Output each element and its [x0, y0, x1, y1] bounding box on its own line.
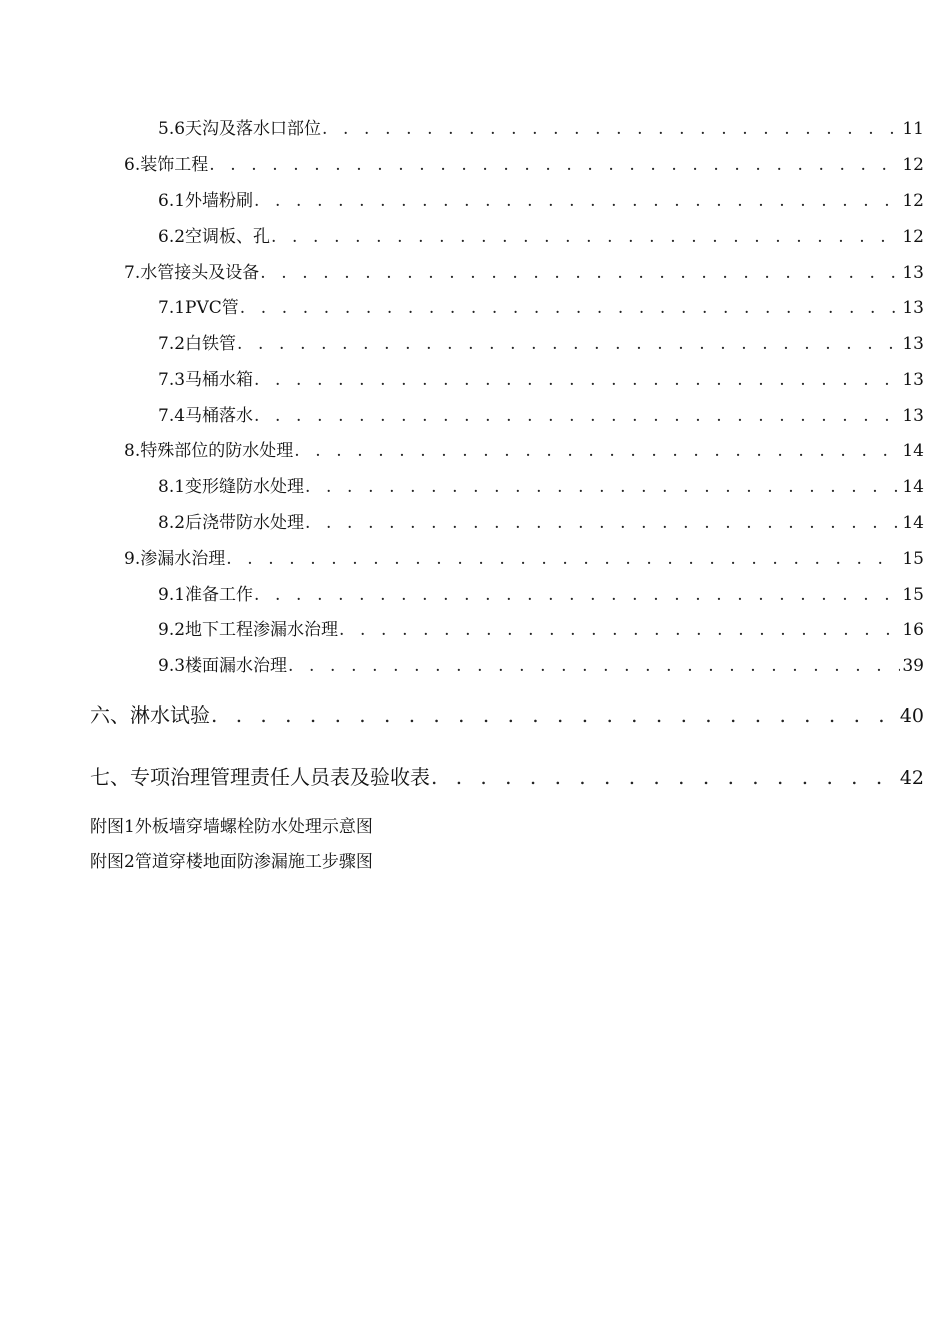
toc-page: 13: [902, 406, 924, 426]
toc-page: 15: [902, 585, 924, 605]
toc-title: 后浇带防水处理: [185, 513, 305, 533]
toc-title: 空调板、孔: [185, 227, 271, 247]
toc-entry[interactable]: [158, 622, 924, 639]
toc-number: 7.1: [158, 298, 186, 318]
dot-leader: [254, 372, 900, 389]
toc-title: 地下工程渗漏水治理: [185, 620, 339, 640]
toc-number: 六、: [90, 703, 130, 727]
toc-title: 马桶水箱: [185, 370, 254, 390]
toc-number: 9.3: [158, 656, 186, 676]
toc-title: 准备工作: [185, 585, 254, 605]
toc-title: PVC管: [185, 298, 239, 318]
toc-title: 专项治理管理责任人员表及验收表: [130, 765, 430, 789]
toc-page: 16: [902, 620, 924, 640]
toc-entry[interactable]: [90, 705, 924, 726]
toc-entry[interactable]: [158, 229, 924, 246]
dot-leader: [339, 622, 900, 639]
toc-page: 13: [902, 370, 924, 390]
toc-entry[interactable]: [158, 658, 924, 675]
toc-entry[interactable]: [124, 551, 924, 568]
toc-number: 6.1: [158, 191, 186, 211]
toc-entry[interactable]: [124, 265, 924, 282]
dot-leader: [431, 767, 898, 787]
toc-number: 7.2: [158, 334, 186, 354]
toc-entry[interactable]: [158, 587, 924, 604]
toc-page: 13: [902, 263, 924, 283]
dot-leader: [254, 408, 900, 425]
toc-page: 12: [902, 191, 924, 211]
toc-entry[interactable]: [158, 515, 924, 532]
toc-page: 11: [902, 119, 924, 139]
toc-entry[interactable]: [90, 767, 924, 788]
toc-number: 8.: [124, 441, 141, 461]
appendix-figure-1[interactable]: 附图1外板墙穿墙螺栓防水处理示意图: [90, 817, 373, 837]
toc-entry[interactable]: [158, 193, 924, 210]
toc-entry[interactable]: [158, 336, 924, 353]
toc-title: 白铁管: [185, 334, 237, 354]
toc-title: 渗漏水治理: [140, 549, 226, 569]
toc-page: 42: [899, 767, 924, 789]
toc-entry[interactable]: [158, 372, 924, 389]
dot-leader: [322, 121, 900, 138]
toc-title: 天沟及落水口部位: [185, 119, 322, 139]
dot-leader: [288, 658, 900, 675]
toc-number: 9.2: [158, 620, 186, 640]
dot-leader: [305, 515, 900, 532]
dot-leader: [294, 443, 900, 460]
toc-entry[interactable]: [158, 479, 924, 496]
toc-number: 6.2: [158, 227, 186, 247]
dot-leader: [237, 336, 900, 353]
toc-page: 12: [902, 155, 924, 175]
toc-entry[interactable]: [158, 300, 924, 317]
toc-number: 7.4: [158, 406, 186, 426]
dot-leader: [211, 705, 898, 725]
toc-number: 7.3: [158, 370, 186, 390]
toc-title: 楼面漏水治理: [185, 656, 288, 676]
toc-title: 变形缝防水处理: [185, 477, 305, 497]
toc-page: 14: [902, 477, 924, 497]
dot-leader: [254, 587, 900, 604]
toc-page: 40: [899, 705, 924, 727]
toc-number: 9.1: [158, 585, 186, 605]
toc-title: 水管接头及设备: [140, 263, 260, 283]
dot-leader: [271, 229, 900, 246]
dot-leader: [260, 265, 900, 282]
toc-title: 淋水试验: [130, 703, 210, 727]
appendix-figure-2[interactable]: 附图2管道穿楼地面防渗漏施工步骤图: [90, 852, 373, 872]
dot-leader: [240, 300, 901, 317]
toc-page: 39: [902, 656, 924, 676]
toc-page: 14: [902, 513, 924, 533]
dot-leader: [254, 193, 900, 210]
toc-number: 8.2: [158, 513, 186, 533]
toc-page: 13: [902, 298, 924, 318]
toc-entry[interactable]: [158, 121, 924, 138]
dot-leader: [209, 157, 900, 174]
toc-number: 8.1: [158, 477, 186, 497]
dot-leader: [226, 551, 900, 568]
toc-page: 12: [902, 227, 924, 247]
toc-title: 马桶落水: [185, 406, 254, 426]
toc-entry[interactable]: [158, 408, 924, 425]
toc-title: 外墙粉刷: [185, 191, 254, 211]
toc-title: 装饰工程: [140, 155, 209, 175]
toc-number: 7.: [124, 263, 141, 283]
toc-number: 七、: [90, 765, 130, 789]
toc-title: 特殊部位的防水处理: [140, 441, 294, 461]
toc-page: 13: [902, 334, 924, 354]
toc-page: 14: [902, 441, 924, 461]
dot-leader: [305, 479, 900, 496]
toc-number: 6.: [124, 155, 141, 175]
toc-entry[interactable]: [124, 157, 924, 174]
toc-page: 15: [902, 549, 924, 569]
toc-number: 5.6: [158, 119, 186, 139]
toc-number: 9.: [124, 549, 141, 569]
toc-entry[interactable]: [124, 443, 924, 460]
